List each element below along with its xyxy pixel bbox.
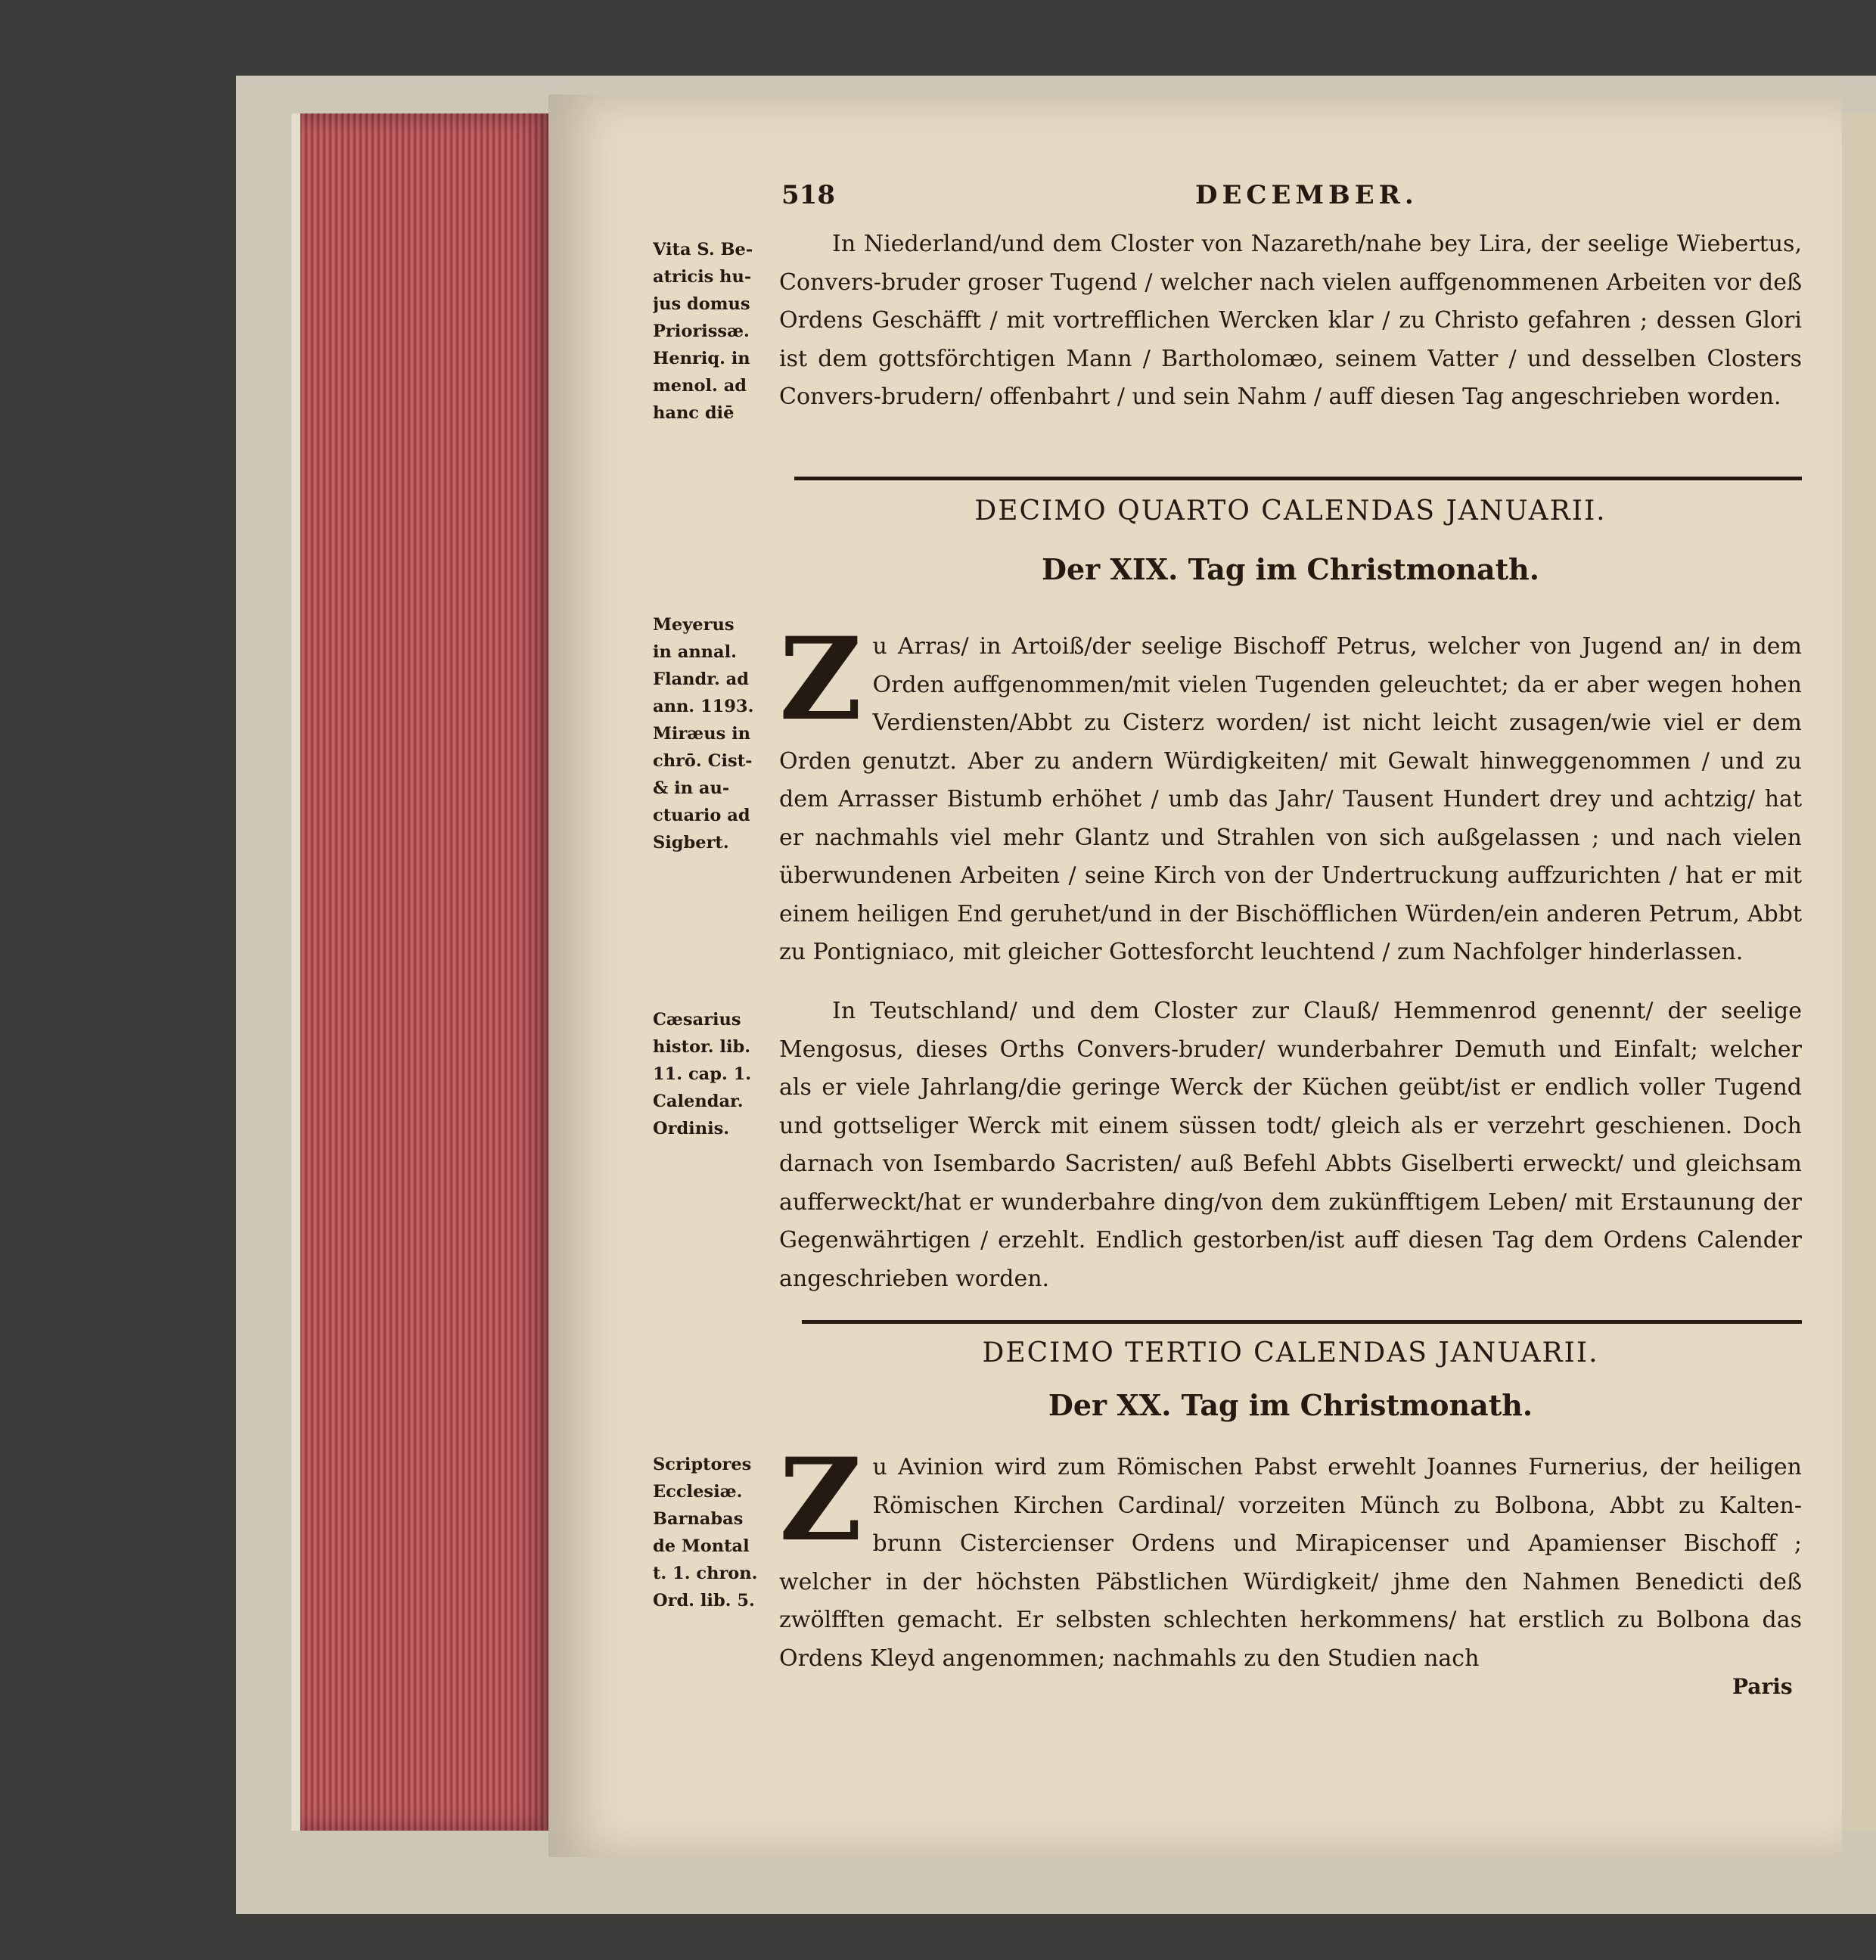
margin-note-line: jus domus xyxy=(653,294,750,314)
page-number: 518 xyxy=(781,180,835,210)
margin-note-line: de Montal xyxy=(653,1536,750,1556)
margin-note-line: Ecclesiæ. xyxy=(653,1482,743,1502)
margin-note-line: Scriptores xyxy=(653,1455,752,1474)
section-subheading: Der XX. Tag im Christmonath. xyxy=(1048,1388,1533,1422)
drop-cap: Z xyxy=(779,1434,862,1567)
margin-note-line: ctuario ad xyxy=(653,806,750,825)
margin-note xyxy=(653,611,778,856)
margin-note-line: histor. lib. xyxy=(653,1037,751,1057)
catchword: Paris xyxy=(1732,1674,1793,1699)
margin-note-line: in annal. xyxy=(653,642,737,662)
margin-note-line: Sigbert. xyxy=(653,833,729,853)
section-subheading: Der XIX. Tag im Christmonath. xyxy=(1041,552,1539,586)
body-paragraph xyxy=(779,225,1802,417)
paragraph-text: In Niederland/und dem Closter von Nazareth/nahe bey Lira, der seelige Wiebertus, Convers-bruder groser Tugend / welcher nach vielen auffgenommenen Arbeiten vor deß Ordens Geschäfft / mit vortrefflichen Wercken klar / zu Christo gefahren ; dessen Glori ist dem gottsförchtigen Mann / Bartholomæo, seinem Vatter / und desselben Closters Convers-brudern/ offenbahrt / und sein Nahm / auff diesen Tag angeschrieben worden. xyxy=(779,231,1802,410)
margin-note-line: 11. cap. 1. xyxy=(653,1064,752,1084)
facing-page-edge xyxy=(1842,113,1876,1831)
margin-note-line: Miræus in xyxy=(653,724,751,744)
paragraph-text: u Arras/ in Artoiß/der seelige Bischoff Petrus, welcher von Jugend an/ in dem Orden auffgenommen/mit vielen Tugenden geleuchtet; da er aber wegen hohen Verdiensten/Abbt zu Cisterz worden/ ist nicht leicht zusagen/wie viel er dem Orden genutzt. Aber zu andern Würdigkeiten/ mit Gewalt hinweggenommen / und zu dem Arrasser Bistumb erhöhet / umb das Jahr/ Tausent Hundert drey und achtzig/ hat er nachmahls viel mehr Glantz und Strahlen von sich außgelassen ; und nach vielen überwundenen Arbeiten / seine Kirch von der Undertruckung auffzurichten / hat er mit einem heiligen End geruhet/und in der Bischöfflichen Würden/ein anderen Petrum, Abbt zu Pontigniaco, mit gleicher Gottesforcht leuchtend / zum Nachfolger hinderlassen. xyxy=(779,633,1802,965)
margin-note-line: Ord. lib. 5. xyxy=(653,1591,755,1611)
margin-note-line: Flandr. ad xyxy=(653,669,749,689)
body-paragraph xyxy=(779,992,1802,1298)
margin-note-line: atricis hu- xyxy=(653,267,752,287)
margin-note-line: Calendar. xyxy=(653,1092,744,1111)
margin-note xyxy=(653,1006,778,1142)
margin-note-line: Cæsarius xyxy=(653,1010,741,1030)
margin-note-line: Henriq. in xyxy=(653,349,750,368)
margin-note-line: menol. ad xyxy=(653,376,747,396)
margin-note xyxy=(653,1451,778,1614)
margin-note-line: chrō. Cist- xyxy=(653,751,753,771)
paragraph-text: u Avinion wird zum Römischen Pabst erwehlt Joannes Furnerius, der heiligen Römischen Kirchen Cardinal/ vorzeiten Münch zu Bolbona, Abbt zu Kalten-brunn Cistercienser Ordens und Mirapicenser und Apamienser Bischoff ; welcher in der höchsten Päbstlichen Würdigkeit/ jhme den Nahmen Benedicti deß zwölfften gemacht. Er selbsten schlechten herkommens/ hat erstlich zu Bolbona das Ordens Kleyd angenommen; nachmahls zu den Studien nach xyxy=(779,1454,1802,1672)
paragraph-text: In Teutschland/ und dem Closter zur Clauß/ Hemmenrod genennt/ der seelige Mengosus, dieses Orths Convers-bruder/ wunderbahrer Demuth und Einfalt; welcher als er viele Jahrlang/die geringe Werck der Küchen geübt/ist er endlich voller Tugend und gottseliger Werck mit einem süssen todt/ gleich als er verzehrt geschienen. Doch darnach von Isembardo Sacristen/ auß Befehl Abbts Giselberti erweckt/ und gleichsam aufferweckt/hat er wunderbahre ding/von dem zukünfftigem Leben/ mit Erstaunung der Gegenwährtigen / erzehlt. Endlich gestorben/ist auff diesen Tag dem Ordens Calender angeschrieben worden. xyxy=(779,998,1802,1292)
body-paragraph xyxy=(779,1434,1802,1678)
running-head: DECEMBER. xyxy=(1195,180,1418,210)
section-divider xyxy=(802,1320,1802,1324)
margin-note-line: ann. 1193. xyxy=(653,697,754,716)
body-paragraph xyxy=(779,613,1802,991)
margin-note-line: Priorissæ. xyxy=(653,321,750,341)
margin-note-line: t. 1. chron. xyxy=(653,1564,758,1583)
margin-note-line: Barnabas xyxy=(653,1509,744,1529)
margin-note-line: & in au- xyxy=(653,778,730,798)
margin-note-line: Ordinis. xyxy=(653,1119,730,1138)
margin-note-line: Vita S. Be- xyxy=(653,240,753,259)
margin-note xyxy=(653,236,778,427)
margin-note-line: Meyerus xyxy=(653,615,735,635)
margin-note-line: hanc diē xyxy=(653,403,735,423)
page-edges xyxy=(291,113,558,1831)
section-heading: DECIMO TERTIO CALENDAS JANUARII. xyxy=(982,1337,1599,1368)
drop-cap: Z xyxy=(779,613,862,746)
section-divider xyxy=(794,477,1802,480)
section-heading: DECIMO QUARTO CALENDAS JANUARII. xyxy=(974,495,1607,526)
